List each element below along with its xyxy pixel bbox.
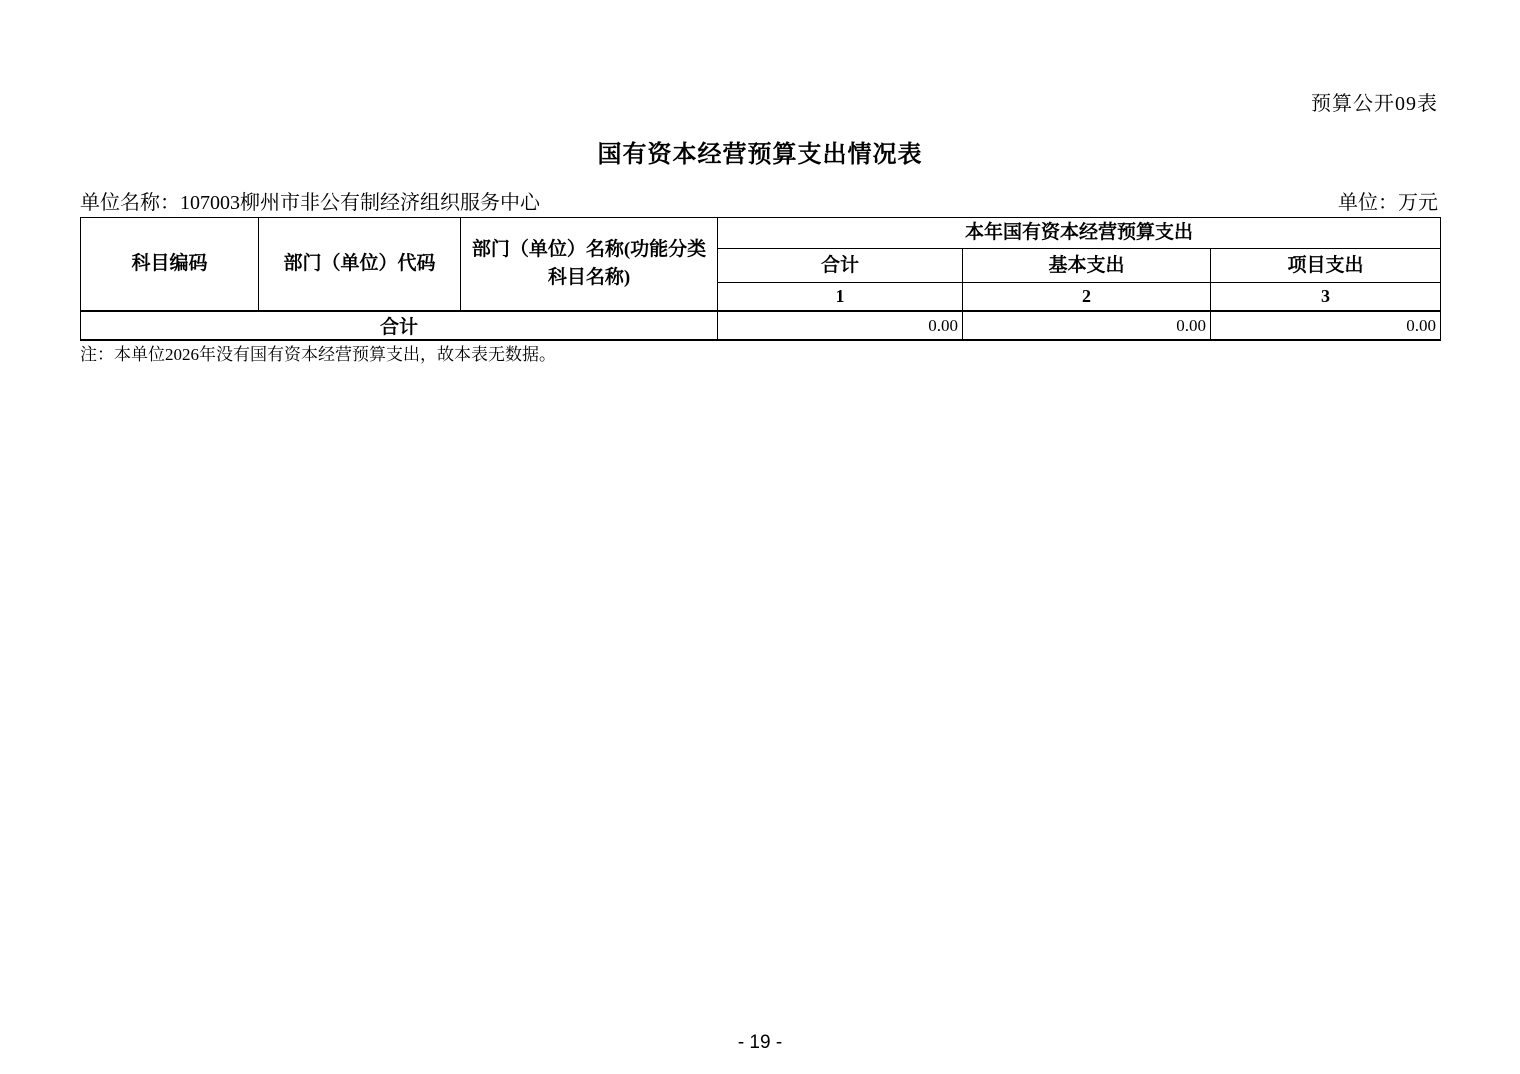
page-number: - 19 -	[737, 1032, 783, 1053]
header-project-expenditure: 项目支出	[1211, 249, 1441, 283]
header-dept-name: 部门（单位）名称(功能分类科目名称)	[461, 218, 718, 312]
row-total-value-project: 0.00	[1211, 311, 1441, 340]
footnote: 注：本单位2026年没有国有资本经营预算支出，故本表无数据。	[80, 345, 556, 364]
table-row-total	[81, 311, 1441, 340]
table-sheet-label: 预算公开09表	[1311, 93, 1438, 115]
header-basic-expenditure: 基本支出	[963, 249, 1211, 283]
currency-unit-label: 单位：万元	[1338, 192, 1438, 214]
table-header-row-1	[81, 218, 1441, 249]
header-year-budget-group: 本年国有资本经营预算支出	[718, 218, 1441, 249]
header-dept-code: 部门（单位）代码	[259, 218, 461, 312]
header-subject-code: 科目编码	[81, 218, 259, 312]
row-total-value-total: 0.00	[718, 311, 963, 340]
column-number-1: 1	[718, 283, 963, 312]
column-number-3: 3	[1211, 283, 1441, 312]
header-total: 合计	[718, 249, 963, 283]
row-total-value-basic: 0.00	[963, 311, 1211, 340]
budget-expenditure-table	[80, 217, 1441, 341]
unit-name-label: 单位名称：107003柳州市非公有制经济组织服务中心	[80, 192, 540, 214]
row-total-label: 合计	[81, 311, 718, 340]
column-number-2: 2	[963, 283, 1211, 312]
page-title: 国有资本经营预算支出情况表	[597, 142, 923, 168]
unit-info-row	[80, 186, 1438, 215]
